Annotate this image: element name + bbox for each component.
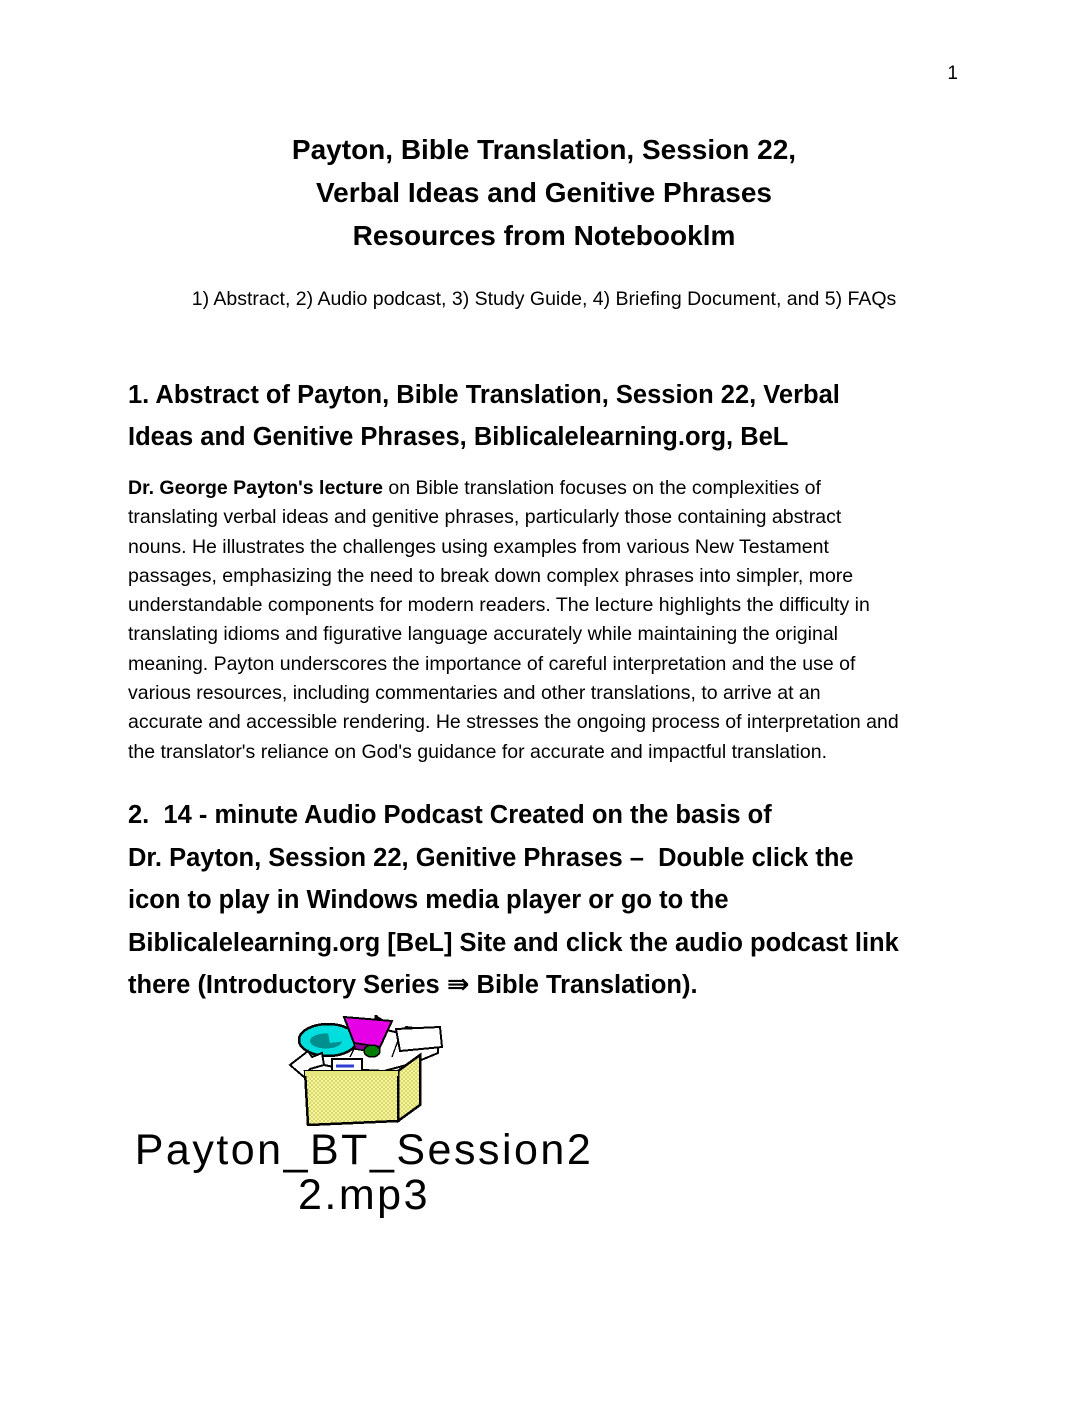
media-clip-package-icon[interactable] — [288, 1013, 448, 1126]
abstract-text-line: various resources, including commentaries and other translations, to arrive at an — [128, 682, 821, 705]
abstract-lead-rest: on Bible translation focuses on the complexities of — [382, 477, 821, 499]
section2-heading-tail-start: there (Introductory Series — [128, 971, 447, 999]
section2-heading-tail-end: Bible Translation). — [469, 971, 698, 999]
contents-summary — [0, 288, 1088, 311]
abstract-text-line: nouns. He illustrates the challenges using examples from various New Testament — [128, 535, 829, 558]
audio-file-label[interactable] — [118, 1128, 610, 1218]
section1-heading-line: Ideas and Genitive Phrases, Biblicalelearning.org, BeL — [128, 423, 789, 451]
paper-card-right — [396, 1027, 442, 1051]
abstract-text-line: understandable components for modern readers. The lecture highlights the difficulty in — [128, 594, 870, 617]
section2-heading — [128, 794, 1008, 1007]
document-title-line: Resources from Notebooklm — [352, 220, 736, 251]
abstract-lead-bold: Dr. George Payton's lecture — [128, 477, 383, 499]
document-title — [0, 128, 1088, 257]
section2-heading-line — [128, 964, 1008, 1007]
abstract-text-line: meaning. Payton underscores the importance of careful interpretation and the use of — [128, 652, 856, 675]
abstract-text-line: translating idioms and figurative language accurately while maintaining the original — [128, 623, 838, 646]
document-title-line: Payton, Bible Translation, Session 22, — [291, 134, 797, 165]
document-title-line: Verbal Ideas and Genitive Phrases — [316, 177, 772, 208]
section2-heading-line: Dr. Payton, Session 22, Genitive Phrases – Double click the — [128, 843, 854, 872]
abstract-text-line: accurate and accessible rendering. He stresses the ongoing process of interpretation and — [128, 711, 899, 734]
section1-heading — [128, 374, 1008, 458]
audio-file-label-line[interactable]: 2.mp3 — [297, 1171, 430, 1219]
audio-podcast-object[interactable] — [288, 1013, 448, 1126]
section2-heading-line: Biblicalelearning.org [BeL] Site and click the audio podcast link — [128, 928, 899, 957]
section1-heading-line: 1. Abstract of Payton, Bible Translation, Session 22, Verbal — [128, 381, 840, 409]
abstract-paragraph — [128, 474, 1008, 767]
right-arrow-icon: ⇛ — [446, 969, 470, 1000]
section2-heading-line: 2. 14 - minute Audio Podcast Created on the basis of — [128, 801, 772, 829]
section2-heading-line: icon to play in Windows media player or go to the — [128, 886, 729, 914]
audio-file-label-line[interactable]: Payton_BT_Session2 — [134, 1126, 594, 1174]
note-head — [364, 1045, 380, 1057]
abstract-text-line: the translator's reliance on God's guidance for accurate and impactful translation. — [128, 740, 828, 763]
page-number: 1 — [947, 63, 958, 84]
abstract-text-line: passages, emphasizing the need to break down complex phrases into simpler, more — [128, 564, 854, 587]
abstract-text-line: translating verbal ideas and genitive phrases, particularly those containing abstract — [128, 506, 842, 529]
contents-summary-text: 1) Abstract, 2) Audio podcast, 3) Study Guide, 4) Briefing Document, and 5) FAQs — [191, 288, 897, 310]
abstract-text-line — [128, 474, 1008, 503]
